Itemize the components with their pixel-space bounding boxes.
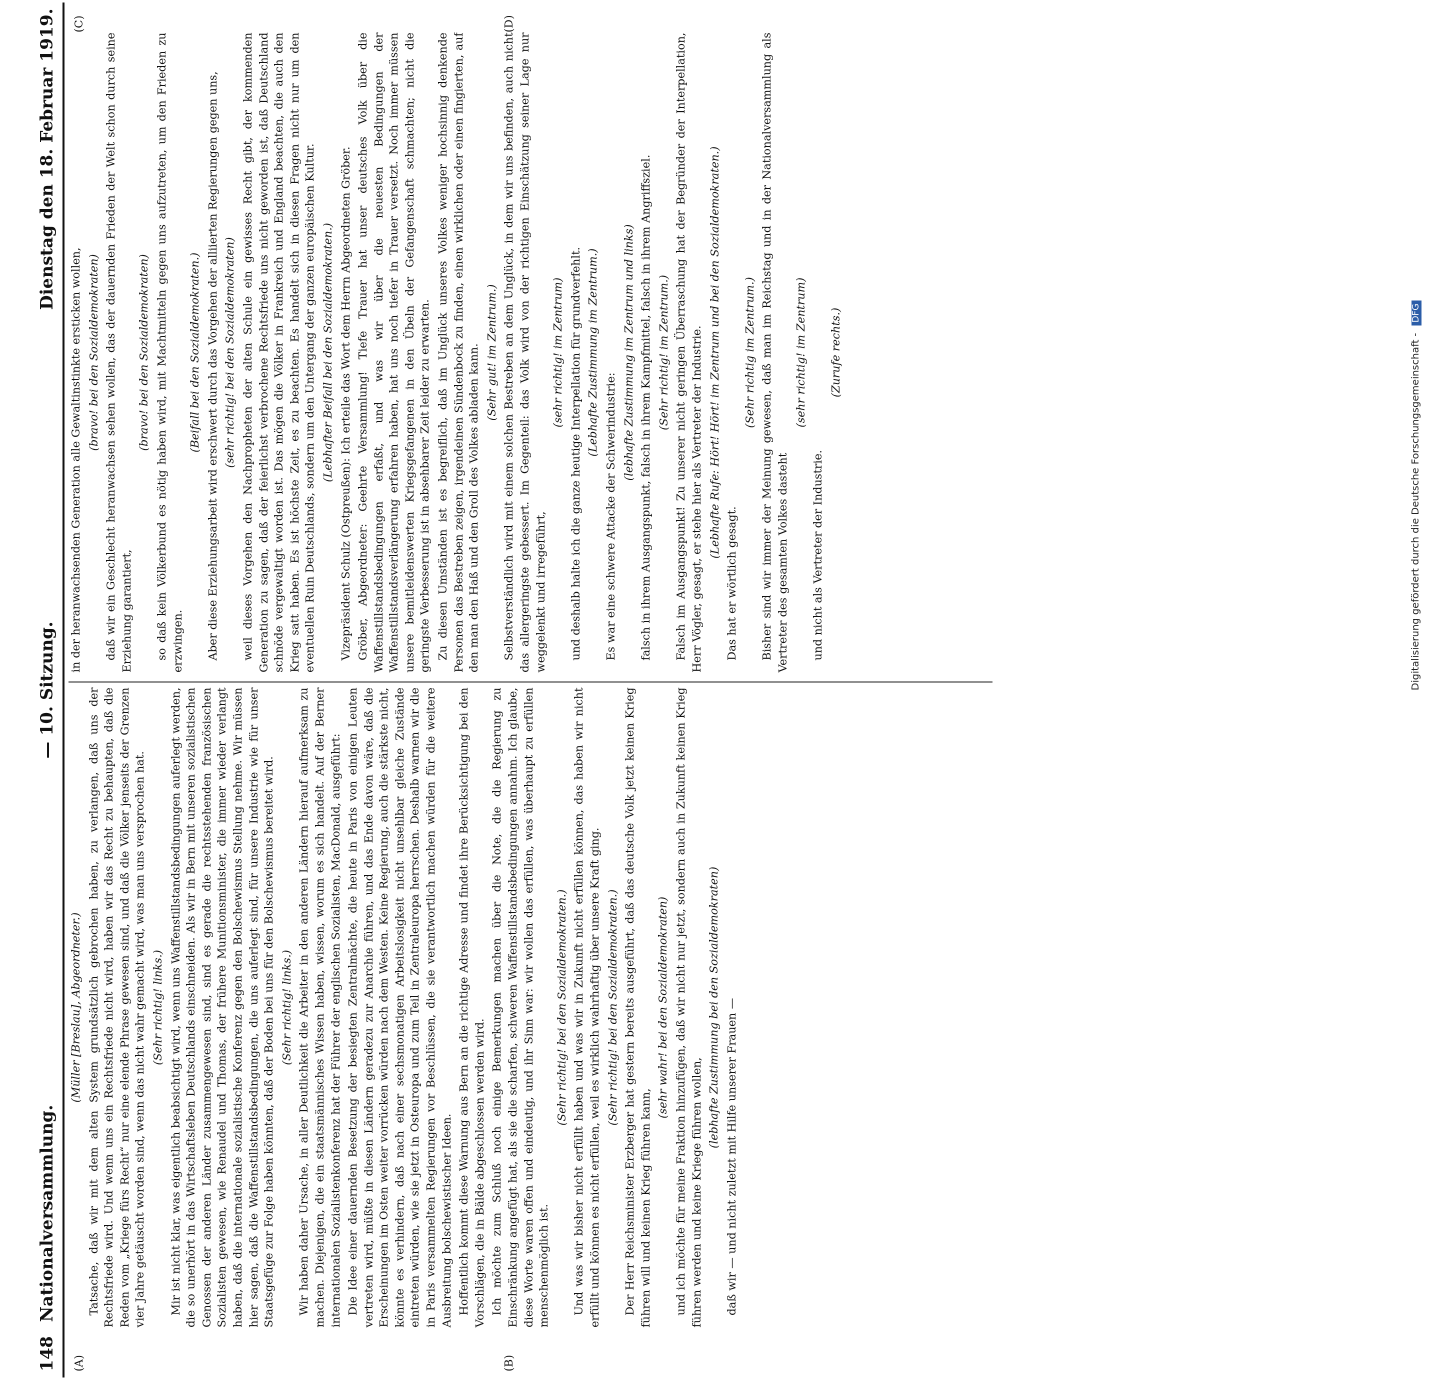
date-label: Dienstag den 18. Februar 1919. (37, 8, 58, 310)
paragraph: (sehr richtig! im Zentrum) (794, 277, 808, 428)
margin-mark-d: (D) (502, 15, 516, 33)
paragraph: Tatsache, daß wir mit dem alten System grundsätzlich gebrochen haben, zu verlangen, daß uns der Rechtsfriede wird. Und wenn uns ein Rechtsfriede nicht wird, haben wir das Recht zu behaupten, daß die Reden vom „Kriege fürs Recht“ nur eine elende Phrase gewesen sind, und daß die Völker jenseits der Grenzen vier Jahre getäuscht worden sind, wenn das nicht wahr gemacht wird, was man uns versprochen hat. (87, 687, 147, 1328)
paragraph: Aber diese Erziehungsarbeit wird erschwert durch das Vorgehen der alliierten Regierungen gegen uns, (206, 71, 220, 661)
paragraph: Und was wir bisher nicht erfüllt haben und was wir in Zukunft nicht erfüllen können, das haben wir nicht erfüllt und können es nicht erfüllen, weil es wirklich wahrhaftig über unsere Kraft ging. (572, 687, 602, 1328)
paragraph: (Zurufe rechts.) (829, 307, 843, 398)
paragraph: (Lebhafter Beifall bei den Sozialdemokraten.) (321, 222, 335, 483)
publication-title: Nationalversammlung. (37, 1104, 58, 1322)
column-divider (69, 682, 993, 683)
paragraph: (Sehr richtig im Zentrum.) (743, 277, 757, 428)
paragraph: (lebhafte Zustimmung bei den Sozialdemokraten) (707, 866, 721, 1149)
paragraph: (Lebhafte Rufe: Hört! Hört! im Zentrum und bei den Sozialdemokraten.) (708, 146, 722, 559)
paragraph: (Beifall bei den Sozialdemokraten.) (188, 252, 202, 453)
paragraph: (Sehr richtig! im Zentrum.) (657, 274, 671, 431)
paragraph: (Lebhafte Zustimmung im Zentrum.) (586, 248, 600, 457)
paragraph: Die Idee einer dauernden Besetzung der besiegten Zentralmächte, die heute in Paris von einigen Leuten vertreten wird, müßte in diesen Ländern geradezu zur Anarchie führen, und das Ende davon wäre, daß die Erscheinungen im Osten weiter vorrücken würden nach dem Westen. Keine Regierung, auch die stärkste nicht, könnte es verhindern, daß nach einer sechsmonatigen Arbeitslosigkeit nicht unsehlbar gleiche Zustände eintreten würden, wie sie jetzt in Osteuropa und zum Teil in Zentraleuropa herrschen. Deshalb warnen wir die in Paris versammelten Regierungen vor Beschlüssen, die sie verantwortlich machen würden für die weitere Ausbreitung bolschewistischer Ideen. (346, 687, 454, 1328)
paragraph: (bravo! bei den Sozialdemokraten) (137, 254, 151, 451)
side-credit-text (1411, 6, 1422, 986)
paragraph: und nicht als Vertreter der Industrie. (811, 449, 825, 661)
paragraph: Gröber, Abgeordneter: Geehrte Versammlung! Tiefe Trauer hat unser deutsches Volk über die Waffenstillstandsbedingungen erfaßt, und was wir über die neuesten Bedingungen der Waffenstillstandsverlängerung erfahren haben, hat uns noch tiefer in Trauer versetzt. Noch immer müssen unsere bemitleidenswerten Kriegsgefangenen in den Übeln der Gefangenschaft schmachten; nicht die geringste Verbesserung ist in absehbarer Zeit leider zu erwarten. (356, 32, 432, 673)
paragraph: daß wir ein Geschlecht heranwachsen sehen wollen, das der dauernden Frieden der Welt schon durch seine Erziehung garantiert, (104, 32, 134, 673)
paragraph: weil dieses Vorgehen den Nachpropheten der alten Schule ein gewisses Recht gibt, der kommenden Generation zu sagen, daß der feierlichst verbrochene Rechtsfriede uns nicht geworden ist, daß Deutschland schnöde vergewaltigt worden ist. Das mögen die Völker in Frankreich und England beachten, die auch den Krieg satt haben. Es ist höchste Zeit, es zu beachten. Es handelt sich in diesen Fragen nicht nur um den eventuellen Ruin Deutschlands, sondern um den Untergang der ganzen europäischen Kultur. (241, 32, 317, 673)
paragraph: (Sehr richtig! links.) (151, 949, 165, 1066)
paragraph: in der heranwachsenden Generation alle Gewaltinstinkte ersticken wollen, (69, 247, 83, 673)
paragraph: Mir ist nicht klar, was eigentlich beabsichtigt wird, wenn uns Waffenstillstandsbedingungen auferlegt werden, die so unerhört in das Wirtschaftsleben Deutschlands einschneiden. Als wir in Bern mit unseren sozialistischen Genossen der anderen Länder zusammengewesen sind, sind es gerade die rechtsstehenden französischen Sozialisten gewesen, wie Renaudel und Thomas, der frühere Munitionsminister, die immer wieder verlangt haben, daß die internationale sozialistische Konferenz gegen den Bolschewismus Stellung nehme. Wir müssen hier sagen, daß die Waffenstillstandsbedingungen, die uns auferlegt sind, für unsere Industrie wie für unser Staatsgefüge zur Folge haben könnten, daß der Boden bei uns für den Bolschewismus bereitet wird. (169, 687, 276, 1328)
paragraph: Wir haben daher Ursache, in aller Deutlichkeit die Arbeiter in den anderen Ländern hierauf aufmerksam zu machen. Diejenigen, die ein staatsmännisches Wissen haben, wissen, worum es sich handelt. Auf der Berner internationalen Sozialistenkonferenz hat der Führer der englischen Sozialisten, MacDonald, ausgeführt: (297, 687, 342, 1328)
paragraph: Falsch im Ausgangspunkt! Zu unserer nicht geringen Überraschung hat der Begründer der Interpellation, Herr Vögler, gesagt, er stehe hier als Vertreter der Industrie. (674, 32, 704, 673)
dfg-logo: DFG (1412, 301, 1422, 326)
paragraph: Ich möchte zum Schluß noch einige Bemerkungen machen über die Note, die die Regierung zu Einschränkung angefügt hat, als sie die scharfen, schweren Waffenstillstandsbedingungen annahm. Ich glaube, diese Worte waren offen und eindeutig, und ihr Sinn war: wir wollen das erfüllen, was überhaupt zu erfüllen menschenmöglich ist. (490, 687, 551, 1328)
rotated-page (33, 3, 1003, 1378)
paragraph: und ich möchte für meine Fraktion hinzufügen, daß wir nicht nur jetzt, sondern auch in Zukunft keinen Krieg führen werden und keine Kriege führen wollen, (674, 687, 704, 1328)
left-column (69, 688, 993, 1328)
side-credit (1406, 0, 1434, 1000)
paragraph: so daß kein Völkerbund es nötig haben wird, mit Machtmitteln gegen uns aufzutreten, um den Frieden zu erzwingen. (155, 32, 185, 673)
paragraph: daß wir — und nicht zuletzt mit Hilfe unserer Frauen — (725, 997, 739, 1316)
page-content (33, 3, 1003, 1378)
paragraph: Es war eine schwere Attacke der Schwerindustrie: (604, 372, 618, 661)
paragraph: (bravo! bei den Sozialdemokraten) (87, 254, 101, 451)
margin-mark-b: (B) (502, 1354, 516, 1372)
paragraph: (sehr wahr! bei den Sozialdemokraten) (656, 896, 670, 1119)
paragraph: (lebhafte Zustimmung im Zentrum und links) (622, 224, 636, 481)
paragraph: (sehr richtig! bei den Sozialdemokraten) (223, 237, 237, 468)
header-left (38, 1105, 58, 1372)
paragraph: Selbstverständlich wird mit einem solchen Bestreben an dem Unglück, in dem wir uns befinden, auch nicht das allergeringste gebessert. Im Gegenteil: das Volk wird von der richtigen Einschätzung seiner Lage nur weggelenkt und irregeführt, (502, 32, 548, 673)
paragraph: (Sehr richtig! bei den Sozialdemokraten.) (606, 889, 620, 1126)
right-column (69, 33, 993, 673)
paragraph: (Sehr gut! im Zentrum.) (485, 284, 499, 421)
paragraph: Das hat er wörtlich gesagt. (725, 506, 739, 661)
paragraph: (sehr richtig! im Zentrum) (551, 277, 565, 428)
paragraph: Zu diesen Umständen ist es begreiflich, daß im Unglück unseres Volkes weniger hochsinnig denkende Personen das Bestreben zeigen, irgendeinen Sündenbock zu finden, einen wirklichen oder einen fingierten, auf den man den Haß und den Groll des Volkes abladen kann. (436, 32, 481, 673)
paragraph: (Müller [Breslau], Abgeordneter.) (69, 912, 83, 1103)
margin-mark-a: (A) (72, 1354, 86, 1372)
paragraph: Bisher sind wir immer der Meinung gewesen, daß man im Reichstag und in der Nationalversammlung als Vertreter des gesamten Volkes dasteht (760, 32, 790, 673)
page-area (25, 10, 1000, 1400)
session-label: — 10. Sitzung. (37, 621, 58, 759)
paragraph: Der Herr Reichsminister Erzberger hat gestern bereits ausgeführt, daß das deutsche Volk jetzt keinen Krieg führen will und keinen Krieg führen kann, (623, 687, 653, 1328)
running-header (33, 3, 65, 1378)
paragraph: Vizepräsident Schulz (Ostpreußen): Ich erteile das Wort dem Herrn Abgeordneten Gröber. (339, 146, 352, 661)
paragraph: und deshalb halte ich die ganze heutige Interpellation für grundverfehlt. (569, 246, 583, 661)
margin-mark-c: (C) (72, 15, 86, 33)
paragraph: Hoffentlich kommt diese Warnung aus Bern an die richtige Adresse und findet ihre Berücksichtigung bei den Vorschlägen, die in Bälde abgeschlossen werden wird. (457, 687, 487, 1328)
paragraph: (Sehr richtig! bei den Sozialdemokraten.) (555, 889, 569, 1126)
side-credit-note: Digitalisierung gefördert durch die Deutsche Forschungsgemeinschaft - (1410, 332, 1422, 691)
page-number: 148 (37, 1336, 58, 1372)
paragraph: falsch in ihrem Ausgangspunkt, falsch in ihrem Kampfmittel, falsch in ihrem Angriffsziel. (639, 154, 653, 661)
paragraph: (Sehr richtig! links.) (280, 949, 294, 1066)
